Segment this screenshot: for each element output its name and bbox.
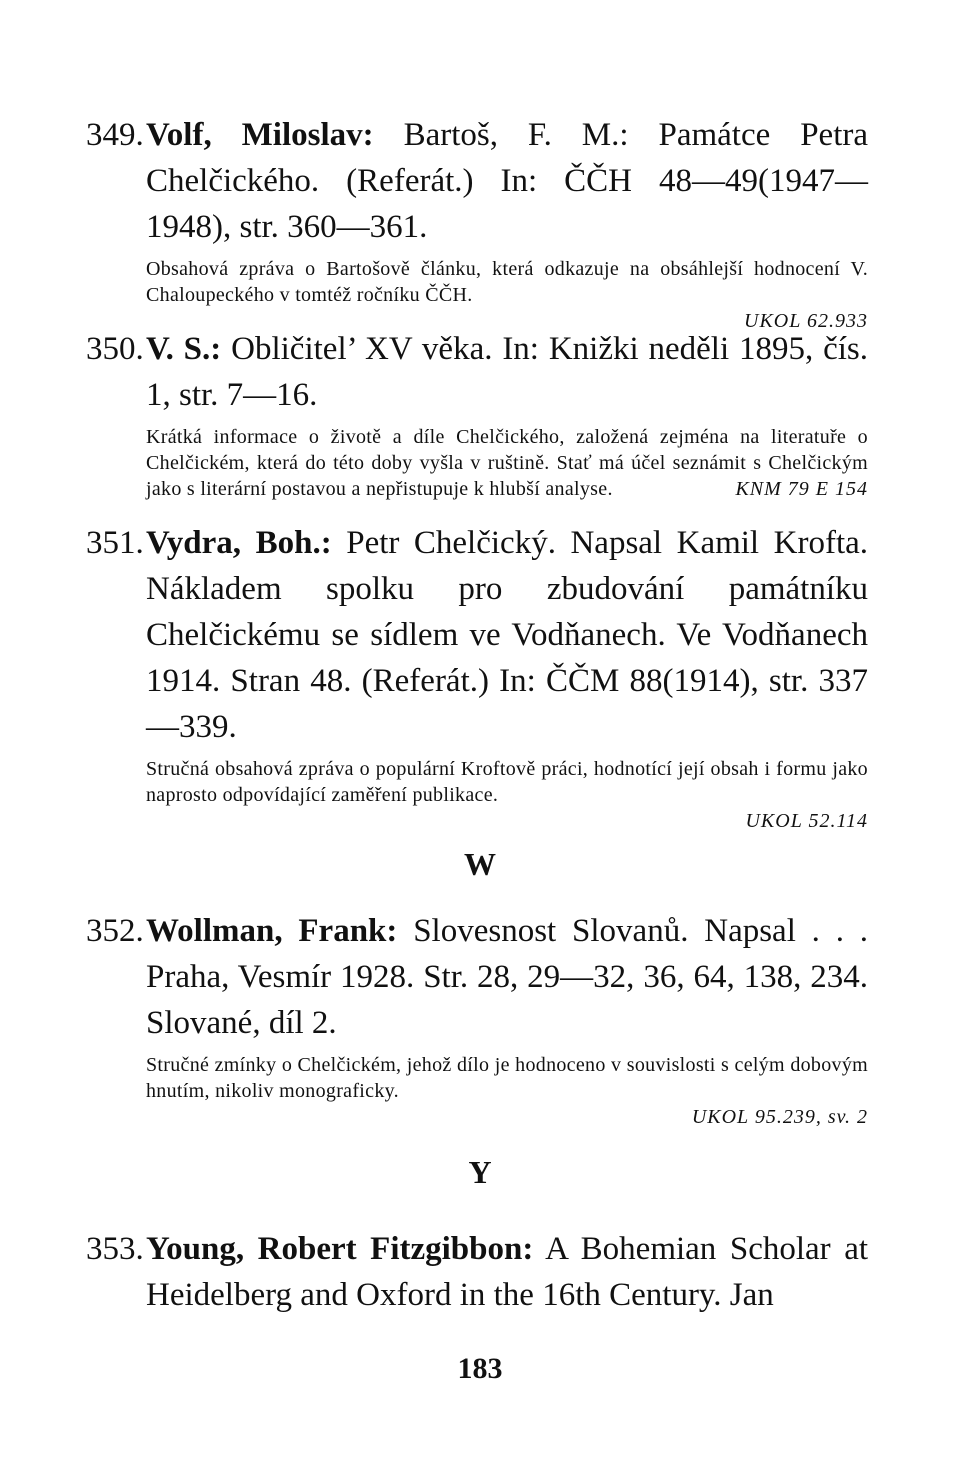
entry-number: 353. — [86, 1231, 144, 1267]
entry-reference: UKOL 62.933 — [744, 310, 868, 332]
entry-title: Bartoš, F. M.: Památce Petra Chelčického. (Referát.) In: ČČH 48—49(1947—1948), str. 360—361. — [146, 117, 868, 245]
entry-reference: UKOL 52.114 — [745, 810, 868, 832]
entry-author: Volf, Miloslav: — [146, 117, 374, 153]
entry-reference: KNM 79 E 154 — [735, 478, 868, 500]
entry-reference: UKOL 95.239, sv. 2 — [691, 1106, 868, 1128]
entry-number: 349. — [86, 117, 144, 153]
entry-352 — [86, 908, 868, 1130]
entry-author: Wollman, Frank: — [146, 913, 398, 949]
entry-title: Slovesnost Slovanů. Napsal . . . Praha, Vesmír 1928. Str. 28, 29—32, 36, 64, 138, 234. Slované, díl 2. — [146, 913, 869, 1041]
entry-number: 352. — [86, 913, 144, 949]
section-letter-w: W — [464, 846, 496, 882]
entry-annotation: Krátká informace o životě a díle Chelčického, založená zejména na literatuře o Chelčickém, která do této doby vyšla v ruštině. Stať má účel seznámit s Chelčickým jako s literární postavou a nepřistupuje k hlubší analyse. — [146, 426, 868, 500]
entry-title: A Bohemian Scholar at Heidelberg and Oxford in the 16th Century. Jan — [146, 1231, 869, 1313]
page-number: 183 — [457, 1352, 503, 1385]
entry-351 — [86, 520, 868, 834]
entry-annotation: Obsahová zpráva o Bartošově článku, která odkazuje na obsáhlejší hodnocení V. Chaloupeckého v tomtéž ročníku ČČH. — [146, 258, 868, 306]
entry-title: Obličitel’ XV věka. In: Knižki neděli 1895, čís. 1, str. 7—16. — [146, 331, 869, 413]
entry-number: 351. — [86, 525, 144, 561]
entry-annotation: Stručné zmínky o Chelčickém, jehož dílo je hodnoceno v souvislosti s celým dobovým hnutím, nikoliv monograficky. — [146, 1054, 868, 1102]
entry-350 — [86, 326, 868, 502]
section-letter-y: Y — [468, 1154, 492, 1190]
entry-author: Young, Robert Fitzgibbon: — [146, 1231, 534, 1267]
entry-author: Vydra, Boh.: — [146, 525, 332, 561]
entry-title: Petr Chelčický. Napsal Kamil Krofta. Nákladem spolku pro zbudování památníku Chelčickému se sídlem ve Vodňanech. Ve Vodňanech 1914. Stran 48. (Referát.) In: ČČM 88(1914), str. 337—339. — [146, 525, 869, 745]
entry-number: 350. — [86, 331, 144, 367]
entry-annotation: Stručná obsahová zpráva o populární Kroftově práci, hodnotící její obsah i formu jako naprosto odpovídající zaměření publikace. — [146, 758, 868, 806]
entry-349 — [86, 112, 868, 334]
entry-353 — [86, 1226, 868, 1318]
entry-author: V. S.: — [146, 331, 222, 367]
